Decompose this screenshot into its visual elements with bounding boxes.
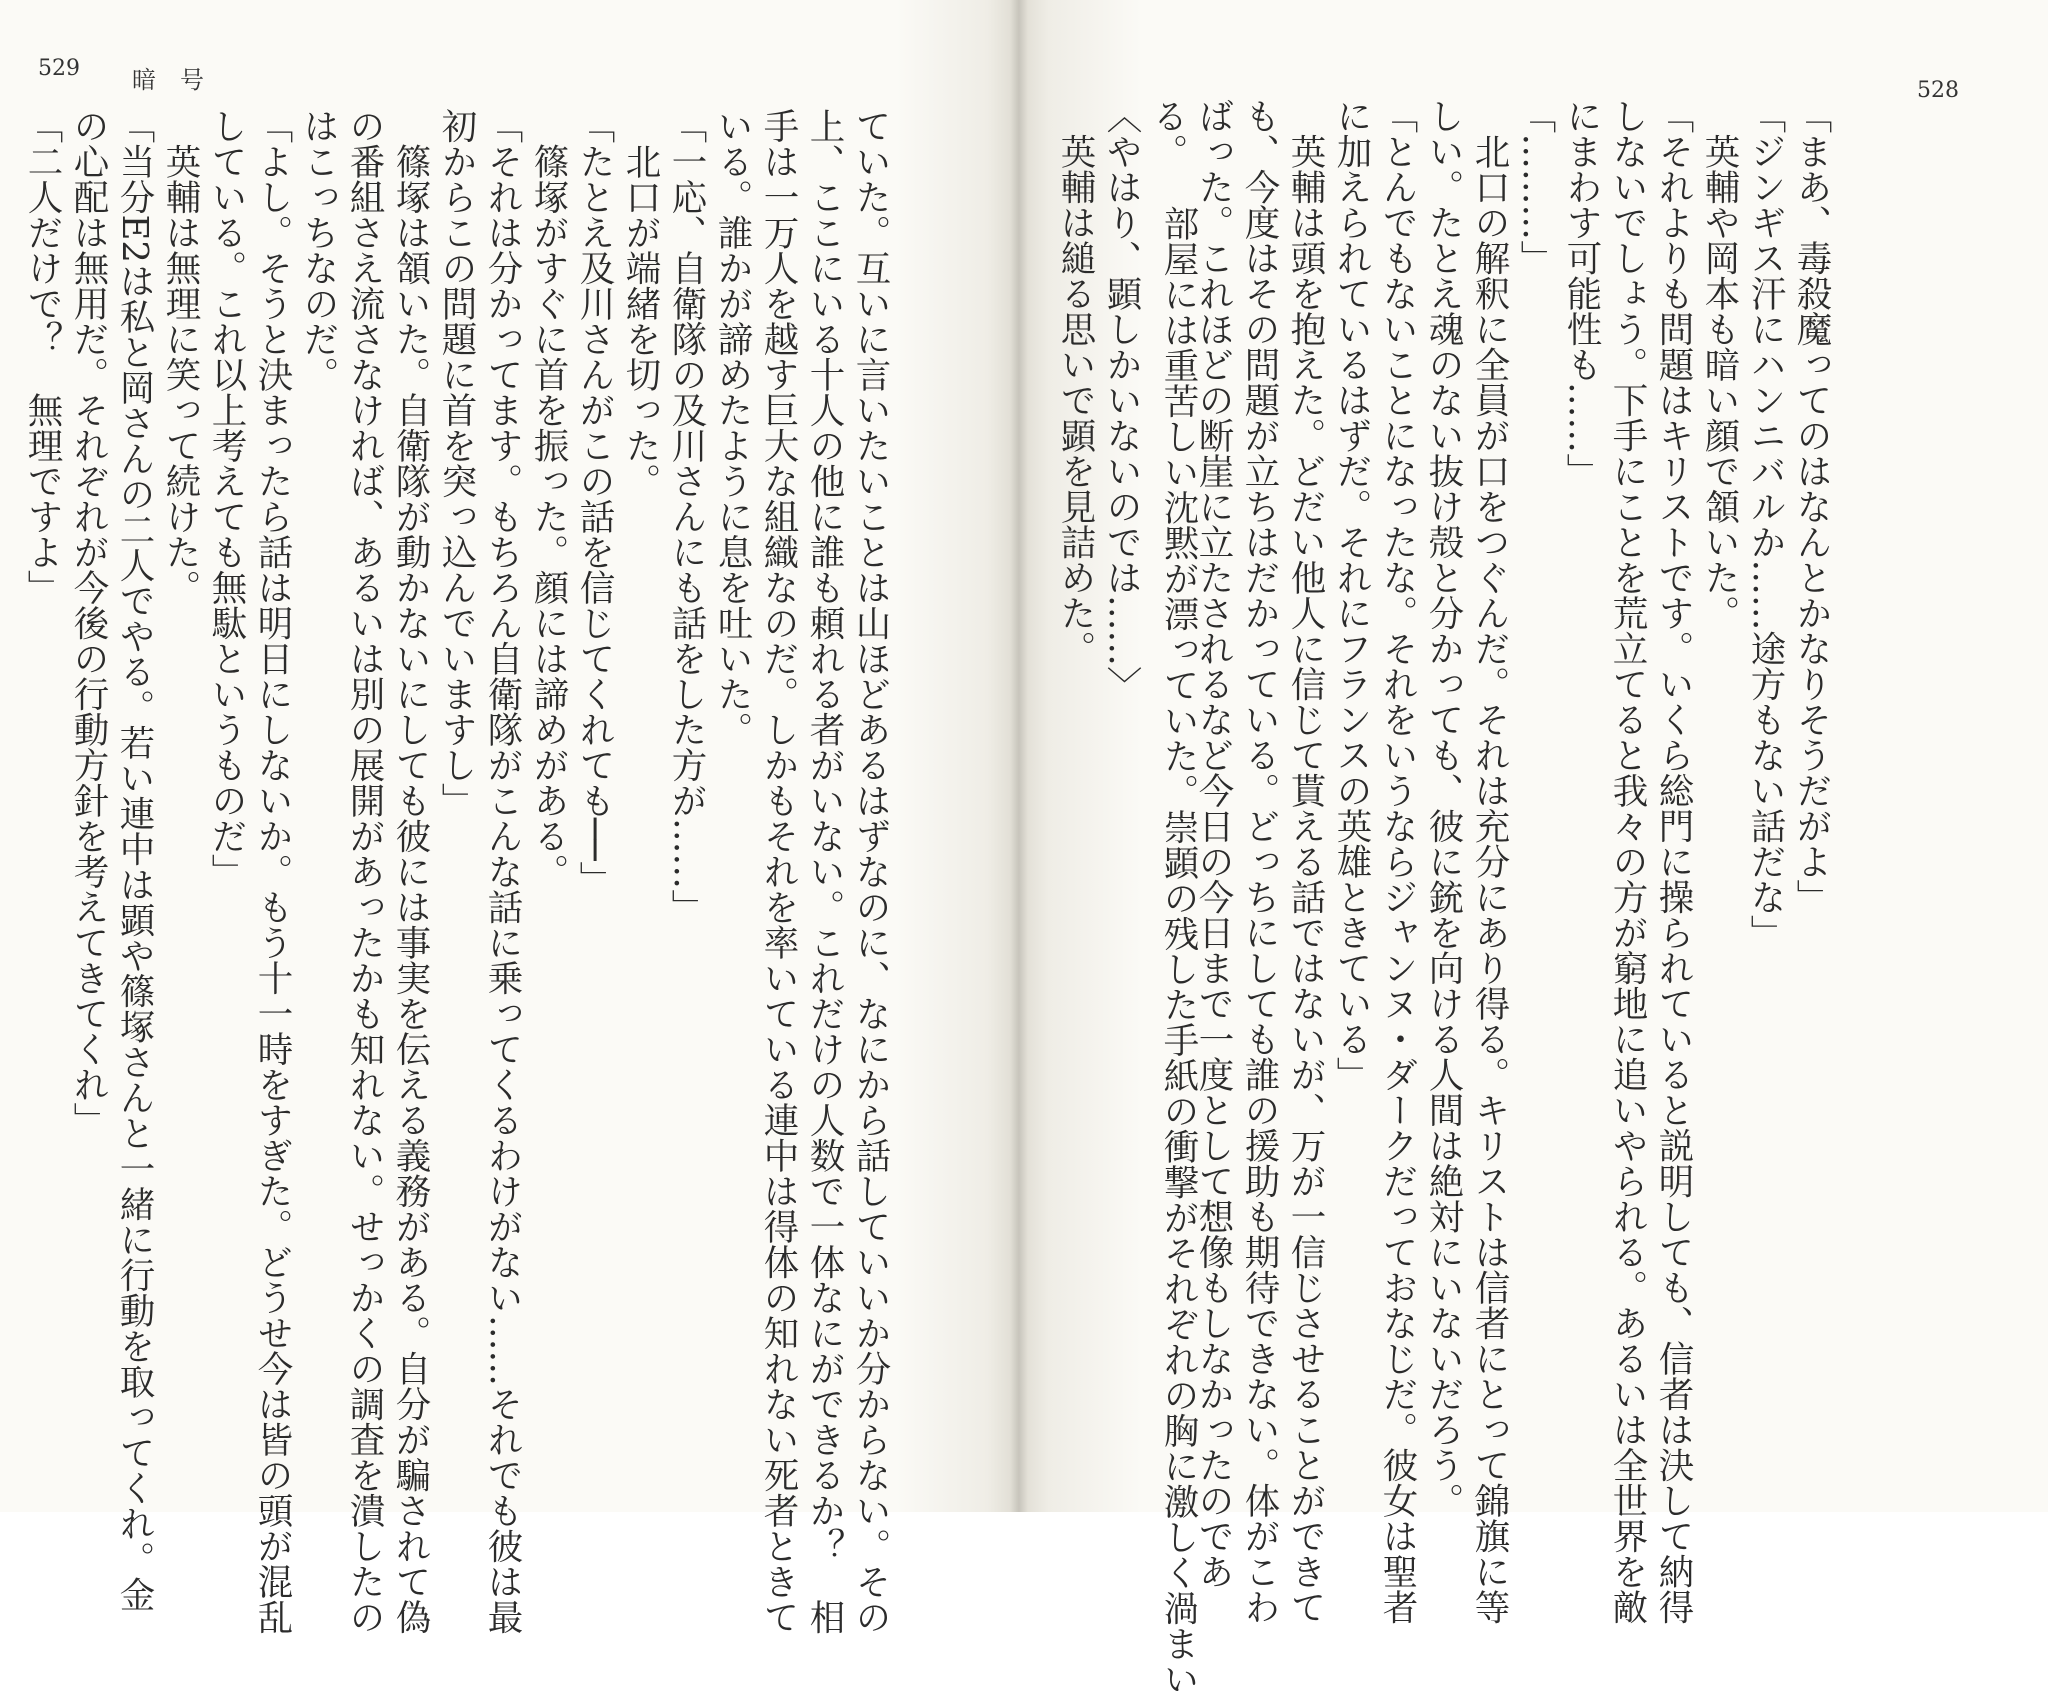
- text-line: 英輔は無理に笑って続けた。: [160, 108, 201, 605]
- book-gutter: [1010, 0, 1028, 1512]
- text-line: ていた。互いに言いたいことは山ほどあるはずなのに、なにから話していいか分からない。その: [850, 108, 891, 1635]
- text-line: 「たとえ及川さんがこの話を信じてくれても──」: [574, 108, 615, 897]
- right-page-closing-line: [1155, 170, 1201, 1697]
- text-line: 「それは分かってます。もちろん自衛隊がこんな話に乗ってくるわけがない……それでも彼は最: [482, 108, 523, 1635]
- text-line: る。: [1147, 98, 1188, 169]
- text-line: 北口が端緒を切った。: [620, 108, 661, 499]
- running-head: 暗号: [132, 66, 228, 94]
- text-line: 「………」: [1515, 98, 1556, 276]
- text-line: 「それよりも問題はキリストです。いくら総門に操られていると説明しても、信者は決して納得: [1653, 98, 1694, 1625]
- text-line: いる。誰かが諦めたように息を吐いた。: [712, 108, 753, 747]
- text-line: しないでしょう。下手にことを荒立てると我々の方が窮地に追いやられる。あるいは全世界を敵: [1607, 98, 1648, 1625]
- text-line: はこっちなのだ。: [298, 108, 339, 392]
- text-line: 「よし。そうと決まったら話は明日にしないか。もう十一時をすぎた。どうせ今は皆の頭が混乱: [252, 108, 293, 1635]
- text-line: も、今度はその問題が立ちはだかっている。どっちにしても誰の援助も期待できない。体がこわ: [1239, 98, 1280, 1625]
- text-line: ばった。これほどの断崖に立たされるなど今日の今日まで一度として想像もしなかったのであ: [1193, 98, 1234, 1589]
- page-number-left: 529: [38, 56, 80, 81]
- left-page-body: [19, 108, 893, 1635]
- text-line: 英輔や岡本も暗い顔で頷いた。: [1699, 98, 1740, 631]
- text-line: 初からこの問題に首を突っ込んでいますし」: [436, 108, 477, 818]
- text-line: 「二人だけで？ 無理ですよ」: [22, 108, 63, 605]
- text-line: 「一応、自衛隊の及川さんにも話をした方が……」: [666, 108, 707, 925]
- text-line: 「ジンギス汗にハンニバルか……途方もない話だな」: [1745, 98, 1786, 950]
- text-line: 英輔は縋る思いで顕を見詰めた。: [1055, 98, 1096, 666]
- text-line: 手は一万人を越す巨大な組織なのだ。しかもそれを率いている連中は得体の知れない死者ときて: [758, 108, 799, 1635]
- text-line: 「当分E2は私と岡さんの二人でやる。若い連中は顕や篠塚さんと一緒に行動を取ってくれ。金: [114, 108, 155, 1613]
- text-line: の心配は無用だ。それぞれが今後の行動方針を考えてきてくれ」: [68, 108, 109, 1138]
- text-line: 北口の解釈に全員が口をつぐんだ。それは充分にあり得る。キリストは信者にとって錦旗に等: [1469, 98, 1510, 1625]
- text-line: の番組さえ流さなければ、あるいは別の展開があったかも知れない。せっかくの調査を潰したの: [344, 108, 385, 1635]
- text-line: 英輔は頭を抱えた。どだい他人に信じて貰える話ではないが、万が一信じさせることができて: [1285, 98, 1326, 1625]
- text-line: にまわす可能性も……」: [1561, 98, 1602, 489]
- text-line: 部屋には重苦しい沈黙が漂っていた。崇顕の残した手紙の衝撃がそれぞれの胸に激しく渦まい: [1158, 170, 1199, 1697]
- text-line: 「とんでもないことになったな。それをいうならジャンヌ・ダークだっておなじだ。彼女は聖者: [1377, 98, 1418, 1625]
- text-line: しい。たとえ魂のない抜け殻と分かっても、彼に銃を向ける人間は絶対にいないだろう。: [1423, 98, 1464, 1518]
- text-line: 「まあ、毒殺魔ってのはなんとかなりそうだがよ」: [1791, 98, 1832, 915]
- text-line: に加えられているはずだ。それにフランスの英雄ときている」: [1331, 98, 1372, 1092]
- page-number-right: 528: [1917, 78, 1959, 103]
- text-line: 上、ここにいる十人の他に誰も頼れる者がいない。これだけの人数で一体なにができるか？ 相: [804, 108, 845, 1635]
- text-line: 篠塚がすぐに首を振った。顔には諦めがある。: [528, 108, 569, 889]
- text-line: 篠塚は頷いた。自衛隊が動かないにしても彼には事実を伝える義務がある。自分が騙されて偽: [390, 108, 431, 1635]
- text-line: 〈やはり、顕しかいないのでは……〉: [1101, 98, 1142, 702]
- text-line: している。これ以上考えても無駄というものだ」: [206, 108, 247, 889]
